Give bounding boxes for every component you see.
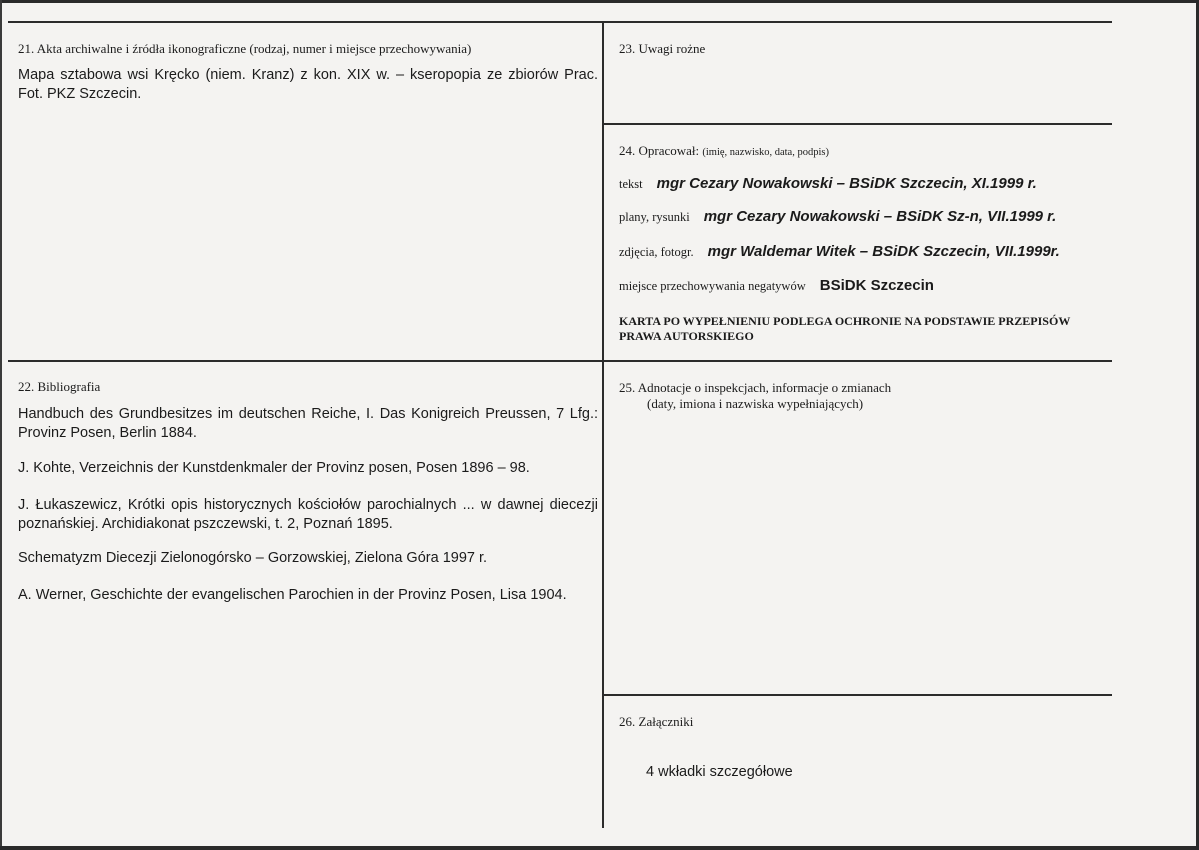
middle-rule [8,360,1112,362]
section-26-text: 4 wkładki szczegółowe [646,764,793,780]
author-row-value: mgr Cezary Nowakowski – BSiDK Sz-n, VII.1999 r. [703,208,1057,225]
author-row-value: mgr Cezary Nowakowski – BSiDK Szczecin, XI.1999 r. [656,175,1037,192]
section-22-label: 22. Bibliografia [18,379,101,394]
right-top-rule [603,21,1112,23]
author-row-label: zdjęcia, fotogr. [619,245,694,259]
left-top-rule [8,21,602,23]
author-row-label: tekst [619,177,643,191]
frame-left-border [0,0,2,850]
section-26-label: 26. Załączniki [619,714,694,729]
rule-23-24 [603,123,1112,125]
author-row-value: BSiDK Szczecin [819,277,934,294]
bibliography-entry-5: A. Werner, Geschichte der evangelischen Parochien in der Provinz Posen, Lisa 1904. [18,587,567,603]
author-row-negatives [619,277,934,294]
section-25-label: 25. Adnotacje o inspekcjach, informacje o zmianach [619,380,892,395]
bibliography-entry-3: J. Łukaszewicz, Krótki opis historycznych kościołów parochialnych ... w dawnej diecezji poznańskiej. Archidiakonat pszczewski, t. 2, Poznań 1895. [18,497,598,532]
section-24-title: 24. Opracował: [619,143,700,158]
section-25-sublabel: (daty, imiona i nazwiska wypełniających) [647,396,864,411]
bibliography-entry-4: Schematyzm Diecezji Zielonogórsko – Gorzowskiej, Zielona Góra 1997 r. [18,550,488,566]
author-row-label: plany, rysunki [619,210,690,224]
author-row-photos [619,243,1060,260]
author-row-value: mgr Waldemar Witek – BSiDK Szczecin, VII.1999r. [707,243,1060,260]
bibliography-entry-1: Handbuch des Grundbesitzes im deutschen Reiche, I. Das Konigreich Preussen, 7 Lfg.: Provinz Posen, Berlin 1884. [18,406,598,441]
bibliography-entry-2: J. Kohte, Verzeichnis der Kunstdenkmaler der Provinz posen, Posen 1896 – 98. [18,460,530,476]
section-21-text: Mapa sztabowa wsi Kręcko (niem. Kranz) z kon. XIX w. – kseropopia ze zbiorów Prac. Fot. PKZ Szczecin. [18,67,598,102]
column-divider [602,21,604,828]
author-row-text [619,175,1037,192]
frame-top-border [0,0,1199,3]
section-23-label: 23. Uwagi rożne [619,41,706,56]
section-24-sublabel: (imię, nazwisko, data, podpis) [702,147,829,158]
frame-bottom-border [0,846,1199,850]
author-row-label: miejsce przechowywania negatywów [619,279,806,293]
author-row-plans [619,208,1056,225]
section-24-label [619,143,829,159]
section-21-label: 21. Akta archiwalne i źródła ikonograficzne (rodzaj, numer i miejsce przechowywania) [18,41,472,56]
rule-25-26 [603,694,1112,696]
copyright-notice: KARTA PO WYPEŁNIENIU PODLEGA OCHRONIE NA PODSTAWIE PRZEPISÓW PRAWA AUTORSKIEGO [619,314,1071,343]
